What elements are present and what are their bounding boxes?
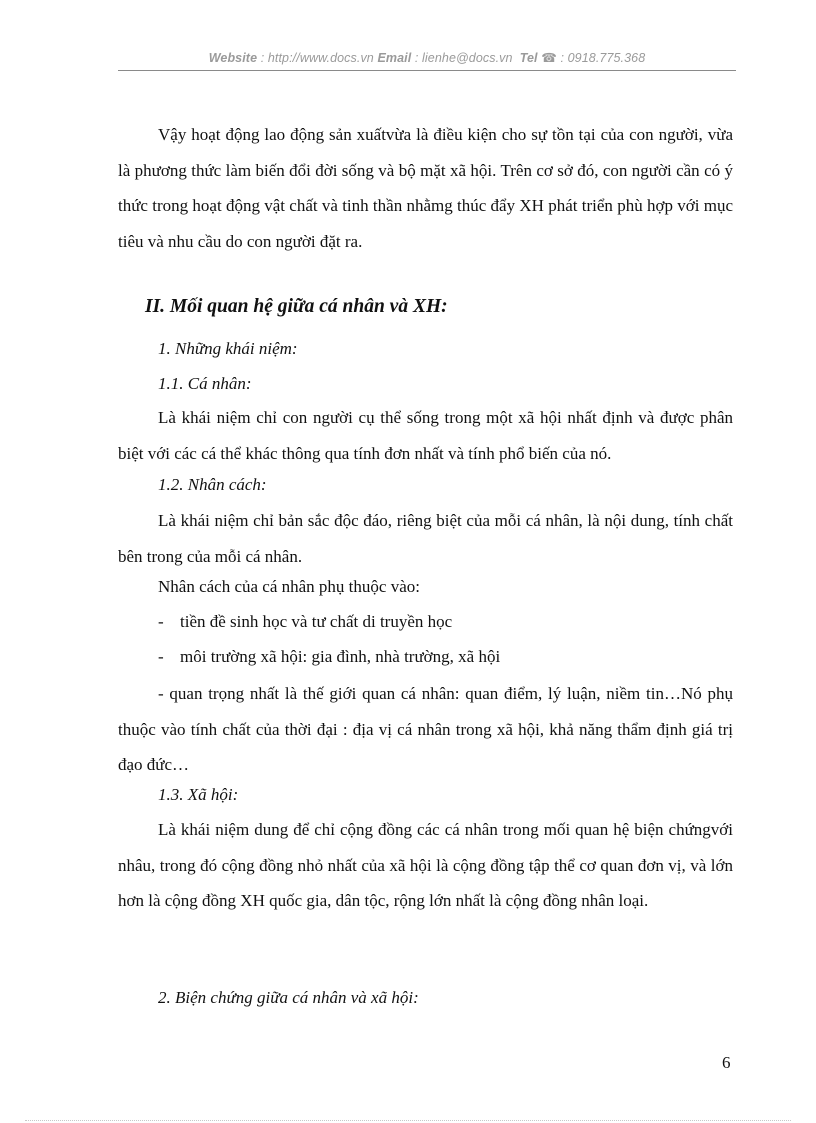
bullet-item-2: môi trường xã hội: gia đình, nhà trường, xã hội xyxy=(180,647,501,666)
bullet-item-1: tiền đề sinh học và tư chất di truyền học xyxy=(180,612,453,631)
bullet-dash: - xyxy=(158,647,164,666)
paragraph-nhan-cach: Là khái niệm chỉ bản sắc độc đáo, riêng biệt của mỗi cá nhân, là nội dung, tính chất bên trong của mỗi cá nhân. xyxy=(118,511,733,566)
website-value[interactable]: : http://www.docs.vn xyxy=(260,51,374,65)
bullet-item-3: - quan trọng nhất là thế giới quan cá nhân: quan điểm, lý luận, niềm tin…Nó phụ thuộc vào tính chất của thời đại : địa vị cá nhân trong xã hội, khả năng thẩm định giá trị đạo đức… xyxy=(118,684,733,775)
paragraph-xa-hoi: Là khái niệm dung để chỉ cộng đồng các cá nhân trong mối quan hệ biện chứngvới nhâu, trong đó cộng đồng nhỏ nhất của xã hội là cộng đồng tập thể cơ quan đơn vị, và lớn hơn là cộng đồng XH quốc gia, dân tộc, rộng lớn nhất là cộng đồng nhân loại. xyxy=(118,820,733,911)
subheading-1: 1. Những khái niệm: xyxy=(158,339,298,358)
subheading-2: 2. Biện chứng giữa cá nhân và xã hội: xyxy=(158,988,419,1007)
subheading-1-2: 1.2. Nhân cách: xyxy=(158,475,267,494)
bullet-dash: - xyxy=(158,612,164,631)
phone-icon: ☎ xyxy=(541,51,557,65)
website-label: Website xyxy=(208,51,258,65)
header-divider xyxy=(118,70,736,71)
email-label: Email xyxy=(377,51,412,65)
subheading-1-3: 1.3. Xã hội: xyxy=(158,785,239,804)
page-header xyxy=(118,50,736,65)
tel-value: : 0918.775.368 xyxy=(560,51,646,65)
section-heading: II. Mối quan hệ giữa cá nhân và XH: xyxy=(145,296,448,317)
tel-label: Tel xyxy=(519,51,538,65)
page-number: 6 xyxy=(722,1053,731,1072)
intro-paragraph: Vậy hoạt động lao động sản xuấtvừa là điều kiện cho sự tồn tại của con người, vừa là phương thức làm biến đổi đời sống và bộ mặt xã hội. Trên cơ sở đó, con người cần có ý thức trong hoạt động vật chất và tinh thần nhằmg thúc đẩy XH phát triển phù hợp với mục tiêu và nhu cầu do con người đặt ra. xyxy=(118,125,733,252)
footer-divider xyxy=(25,1120,791,1121)
subheading-1-1: 1.1. Cá nhân: xyxy=(158,374,252,393)
list-intro: Nhân cách của cá nhân phụ thuộc vào: xyxy=(158,577,420,596)
email-value[interactable]: : lienhe@docs.vn xyxy=(414,51,513,65)
paragraph-ca-nhan: Là khái niệm chỉ con người cụ thể sống trong một xã hội nhất định và được phân biệt với các cá thể khác thông qua tính đơn nhất và tính phổ biến của nó. xyxy=(118,408,733,463)
